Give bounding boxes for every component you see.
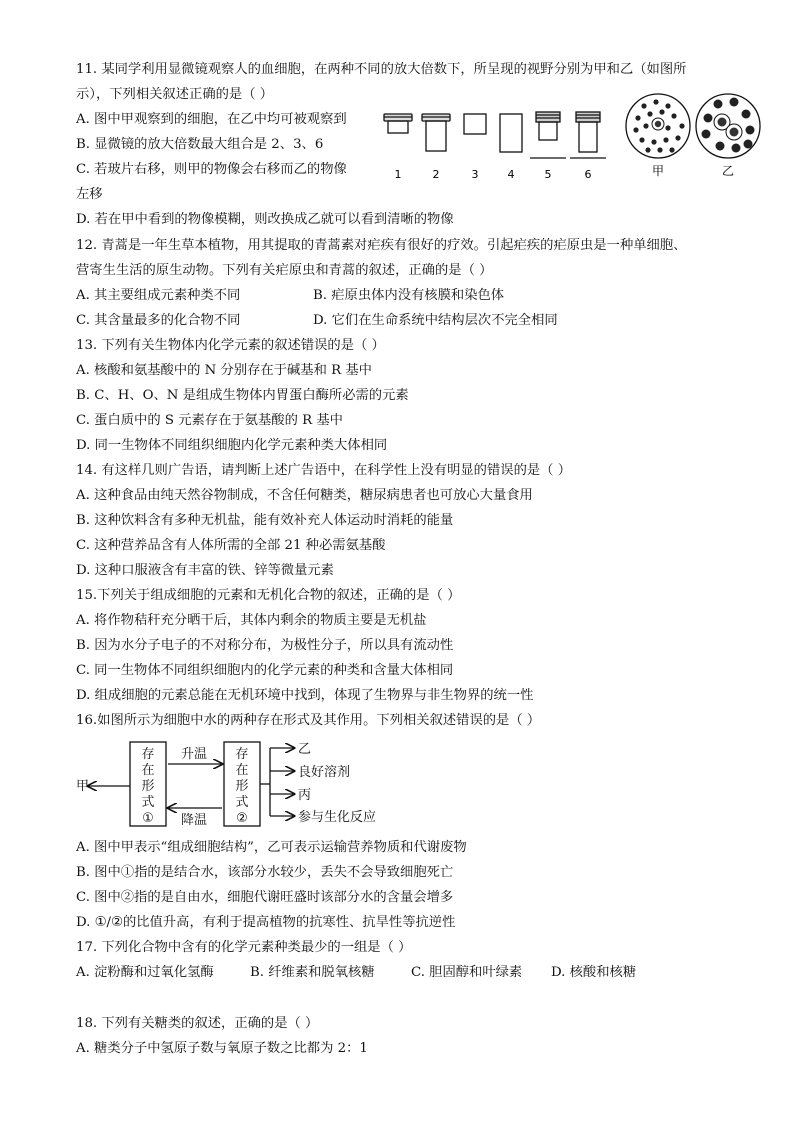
view-label-jia: 甲 bbox=[651, 164, 665, 178]
lens-label-1: 1 bbox=[394, 168, 402, 181]
q12-stem-line2: 营寄生生活的原生动物。下列有关疟原虫和青蒿的叙述，正确的是（ ） bbox=[76, 263, 493, 278]
lens-label-5: 5 bbox=[544, 168, 552, 181]
q18-option-a: A. 糖类分子中氢原子数与氧原子数之比都为 2：1 bbox=[76, 1041, 368, 1056]
q12-stem-line1: 12. 青蒿是一年生草本植物，用其提取的青蒿素对疟疾有很好的疗效。引起疟疾的疟原虫是一种单细胞、 bbox=[76, 238, 687, 253]
q17-stem: 17. 下列化合物中含有的化学元素种类最少的一组是（ ） bbox=[76, 940, 412, 955]
box2-char-3: 形 bbox=[235, 779, 249, 794]
label-yi: 乙 bbox=[298, 742, 312, 757]
box1-char-4: 式 bbox=[141, 795, 155, 810]
box2-char-1: 存 bbox=[235, 747, 249, 762]
q14-option-a: A. 这种食品由纯天然谷物制成，不含任何糖类，糖尿病患者也可放心大量食用 bbox=[76, 488, 533, 503]
q12-option-a: A. 其主要组成元素种类不同 bbox=[76, 288, 241, 303]
box1-char-2: 在 bbox=[141, 763, 155, 778]
q15-option-b: B. 因为水分子电子的不对称分布，为极性分子，所以具有流动性 bbox=[76, 638, 454, 653]
view-jia bbox=[626, 94, 690, 158]
q13-option-b: B. C、H、O、N 是组成生物体内胃蛋白酶所必需的元素 bbox=[76, 388, 409, 403]
view-yi bbox=[696, 94, 760, 158]
lens-label-3: 3 bbox=[471, 168, 479, 181]
label-bing: 丙 bbox=[298, 788, 312, 803]
q13-option-a: A. 核酸和氨基酸中的 N 分别存在于碱基和 R 基中 bbox=[76, 363, 372, 378]
q13-option-d: D. 同一生物体不同组织细胞内化学元素种类大体相同 bbox=[76, 438, 388, 453]
q12-option-b: B. 疟原虫体内没有核膜和染色体 bbox=[313, 288, 505, 303]
q11-option-c: C. 若玻片右移，则甲的物像会右移而乙的物像 bbox=[76, 162, 347, 177]
q14-stem: 14. 有这样几则广告语，请判断上述广告语中，在科学性上没有明显的错误的是（ ） bbox=[76, 463, 571, 478]
box1-char-1: 存 bbox=[141, 747, 155, 762]
label-heat: 升温 bbox=[180, 747, 208, 762]
q12-option-d: D. 它们在生命系统中结构层次不完全相同 bbox=[313, 313, 558, 328]
q14-option-d: D. 这种口服液含有丰富的铁、锌等微量元素 bbox=[76, 563, 334, 578]
q11-stem-line2: 示），下列相关叙述正确的是（ ） bbox=[76, 87, 274, 102]
q15-option-c: C. 同一生物体不同组织细胞内的化学元素的种类和含量大体相同 bbox=[76, 663, 454, 678]
q11-option-a: A. 图中甲观察到的细胞，在乙中均可被观察到 bbox=[76, 112, 347, 127]
q14-option-c: C. 这种营养品含有人体所需的全部 21 种必需氨基酸 bbox=[76, 538, 386, 553]
lens-6 bbox=[570, 112, 606, 158]
q15-stem: 15.下列关于组成细胞的元素和无机化合物的叙述，正确的是（ ） bbox=[76, 588, 461, 603]
box1-char-5: ① bbox=[142, 811, 154, 826]
lens-1 bbox=[384, 114, 412, 133]
q15-option-a: A. 将作物秸秆充分晒干后，其体内剩余的物质主要是无机盐 bbox=[76, 613, 427, 628]
q11-view-figure bbox=[624, 84, 766, 180]
q13-stem: 13. 下列有关生物体内化学元素的叙述错误的是（ ） bbox=[76, 338, 385, 353]
q12-option-c: C. 其含量最多的化合物不同 bbox=[76, 313, 241, 328]
lens-4 bbox=[500, 114, 522, 152]
label-cool: 降温 bbox=[180, 813, 208, 828]
lens-label-6: 6 bbox=[584, 168, 592, 181]
label-jia: 甲 bbox=[76, 779, 90, 794]
q14-option-b: B. 这种饮料含有多种无机盐，能有效补充人体运动时消耗的能量 bbox=[76, 513, 454, 528]
q16-option-c: C. 图中②指的是自由水，细胞代谢旺盛时该部分水的含量会增多 bbox=[76, 890, 454, 905]
q15-option-d: D. 组成细胞的元素总能在无机环境中找到，体现了生物界与非生物界的统一性 bbox=[76, 688, 534, 703]
q16-option-a: A. 图中甲表示“组成细胞结构”，乙可表示运输营养物质和代谢废物 bbox=[76, 840, 467, 855]
lens-3 bbox=[464, 114, 486, 134]
lens-label-2: 2 bbox=[432, 168, 440, 181]
q17-option-a: A. 淀粉酶和过氧化氢酶 bbox=[76, 965, 214, 980]
q16-option-b: B. 图中①指的是结合水，该部分水较少，丢失不会导致细胞死亡 bbox=[76, 865, 454, 880]
q17-option-d: D. 核酸和核糖 bbox=[551, 965, 637, 980]
label-solvent: 良好溶剂 bbox=[298, 765, 351, 780]
box2-char-5: ② bbox=[236, 811, 248, 826]
q18-stem: 18. 下列有关糖类的叙述，正确的是（ ） bbox=[76, 1016, 319, 1031]
box1-char-3: 形 bbox=[141, 779, 155, 794]
q13-option-c: C. 蛋白质中的 S 元素存在于氨基酸的 R 基中 bbox=[76, 413, 343, 428]
q17-option-c: C. 胆固醇和叶绿素 bbox=[411, 965, 523, 980]
q11-option-b: B. 显微镜的放大倍数最大组合是 2、3、6 bbox=[76, 137, 324, 152]
lens-2 bbox=[422, 114, 450, 151]
label-reaction: 参与生化反应 bbox=[298, 810, 377, 825]
lens-label-4: 4 bbox=[507, 168, 515, 181]
q17-option-b: B. 纤维素和脱氧核糖 bbox=[250, 965, 375, 980]
lens-5 bbox=[530, 112, 566, 158]
q16-stem: 16.如图所示为细胞中水的两种存在形式及其作用。下列相关叙述错误的是（ ） bbox=[76, 713, 541, 728]
q11-option-c-cont: 左移 bbox=[76, 187, 103, 202]
view-label-yi: 乙 bbox=[721, 164, 735, 178]
box2-char-2: 在 bbox=[235, 763, 249, 778]
q16-option-d: D. ①/②的比值升高，有利于提高植物的抗寒性、抗旱性等抗逆性 bbox=[76, 915, 456, 930]
q11-option-d: D. 若在甲中看到的物像模糊，则改换成乙就可以看到清晰的物像 bbox=[76, 212, 454, 227]
q11-stem-line1: 11. 某同学利用显微镜观察人的血细胞，在两种不同的放大倍数下，所呈现的视野分别为甲和乙（如图所 bbox=[76, 62, 687, 77]
q11-lens-figure bbox=[380, 108, 620, 184]
q16-water-diagram bbox=[76, 738, 406, 830]
box2-char-4: 式 bbox=[235, 795, 249, 810]
